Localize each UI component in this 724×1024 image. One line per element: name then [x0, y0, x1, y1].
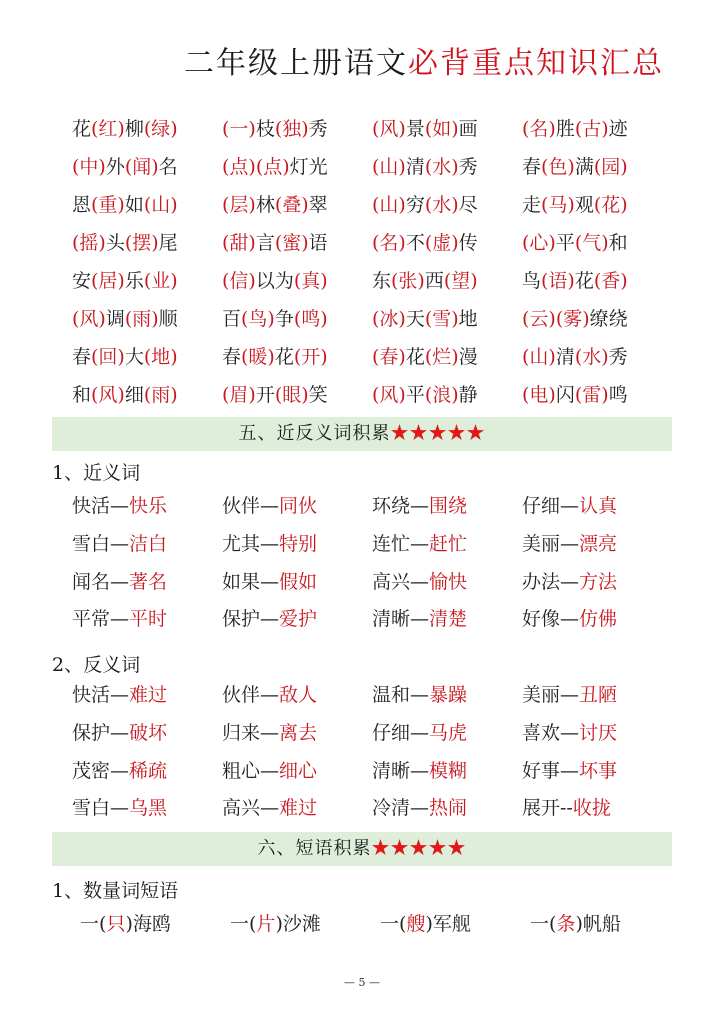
- title-plain: 二年级上册语文: [184, 46, 408, 81]
- idiom-blank-answer: (一): [222, 118, 256, 140]
- idiom-text: 秀: [608, 346, 628, 368]
- phrase-text: 一(: [80, 913, 107, 935]
- phrase-item: [230, 905, 380, 943]
- answer-word: 坏事: [579, 759, 618, 782]
- idiom-text: 满: [574, 156, 594, 178]
- antonym-pair: [522, 790, 672, 828]
- phrase-text: 一(: [530, 913, 557, 935]
- idiom-item: [522, 262, 672, 300]
- idiom-blank-answer: (中): [72, 156, 106, 178]
- answer-word: 特别: [279, 532, 318, 555]
- idiom-blank-answer: (云)(雾): [522, 308, 590, 330]
- idiom-blank-answer: (张): [391, 270, 425, 292]
- antonym-pair: [72, 715, 222, 753]
- antonym-pair: [72, 753, 222, 791]
- idiom-item: [522, 110, 672, 148]
- answer-word: 暴躁: [429, 684, 468, 706]
- idiom-text: 闪: [555, 384, 575, 406]
- idiom-item: [222, 224, 372, 262]
- word: 清晰—: [372, 608, 430, 631]
- idiom-item: [222, 148, 372, 186]
- idiom-text: 语: [308, 232, 328, 254]
- synonym-pair: [222, 526, 372, 564]
- idiom-text: 不: [405, 232, 425, 254]
- answer-word: 围绕: [429, 495, 468, 517]
- idiom-blank-answer: (望): [443, 270, 478, 292]
- idiom-blank-answer: (花): [593, 194, 628, 216]
- idiom-text: 名: [158, 156, 178, 178]
- antonym-pair: [72, 790, 222, 828]
- idiom-item: [522, 148, 672, 186]
- idiom-text: 西: [424, 270, 444, 292]
- answer-word: 同伙: [279, 495, 318, 517]
- idiom-item: [522, 186, 672, 224]
- idiom-text: 尽: [458, 194, 478, 216]
- answer-word: 平时: [129, 608, 168, 631]
- measure-word: 艘: [406, 913, 426, 935]
- title-accent: 必背重点知识汇总: [408, 46, 664, 81]
- idiom-blank-answer: (马): [541, 194, 575, 216]
- word: 粗心—: [222, 759, 280, 782]
- idiom-blank-answer: (气): [574, 232, 609, 254]
- synonym-heading: 1、近义词: [52, 462, 141, 484]
- idiom-blank-answer: (名): [372, 232, 406, 254]
- word: 闻名—: [72, 570, 130, 593]
- idiom-blank-answer: (绿): [143, 118, 178, 140]
- idiom-blank-answer: (闻): [124, 156, 159, 178]
- idiom-item: [372, 186, 522, 224]
- idiom-text: 春: [522, 156, 542, 178]
- idiom-text: 翠: [308, 194, 328, 216]
- idiom-text: 花: [72, 118, 92, 140]
- idiom-blank-answer: (甜): [222, 232, 256, 254]
- idiom-text: 观: [574, 194, 594, 216]
- idiom-blank-answer: (暖): [241, 346, 275, 368]
- answer-word: 清楚: [429, 608, 468, 631]
- word: 好像—: [522, 608, 580, 631]
- antonym-pair: [372, 790, 522, 828]
- idiom-text: 以为: [255, 270, 294, 292]
- phrase-text: 一(: [230, 913, 257, 935]
- idiom-item: [222, 110, 372, 148]
- idiom-text: 鸟: [522, 270, 542, 292]
- idiom-blank-answer: (山): [522, 346, 556, 368]
- idiom-item: [372, 224, 522, 262]
- word: 伙伴—: [222, 495, 280, 517]
- antonym-pair: [522, 677, 672, 715]
- word: 清晰—: [372, 759, 430, 782]
- answer-word: 离去: [279, 721, 318, 744]
- idiom-blank-answer: (名): [522, 118, 556, 140]
- idiom-item: [222, 186, 372, 224]
- word: 冷清—: [372, 797, 430, 820]
- idiom-blank-answer: (山): [372, 156, 406, 178]
- idiom-blank-answer: (红): [91, 118, 125, 140]
- section-banner-antonym-synonym: [52, 417, 672, 451]
- idiom-text: 胜: [555, 118, 575, 140]
- word: 高兴—: [222, 797, 280, 820]
- synonym-pair: [372, 564, 522, 602]
- idiom-blank-answer: (地): [143, 346, 178, 368]
- phrase-item: [530, 905, 680, 943]
- answer-word: 假如: [279, 570, 318, 593]
- idiom-blank-answer: (开): [293, 346, 328, 368]
- idiom-text: 林: [255, 194, 275, 216]
- idiom-text: 外: [105, 156, 125, 178]
- idiom-blank-answer: (色): [541, 156, 575, 178]
- answer-word: 细心: [279, 759, 318, 782]
- answer-word: 难过: [279, 797, 318, 820]
- answer-word: 方法: [579, 570, 618, 593]
- phrase-text: )帆船: [575, 913, 621, 935]
- word: 快活—: [72, 684, 130, 706]
- phrase-item: [380, 905, 530, 943]
- answer-word: 破坏: [129, 721, 168, 744]
- idiom-blank-answer: (鸣): [293, 308, 328, 330]
- measure-word: 只: [106, 913, 126, 935]
- idiom-blank-answer: (古): [574, 118, 609, 140]
- idiom-blank-answer: (眉): [222, 384, 256, 406]
- idiom-blank-answer: (心): [522, 232, 556, 254]
- answer-word: 愉快: [429, 570, 468, 593]
- antonym-pair: [372, 753, 522, 791]
- word: 喜欢—: [522, 721, 580, 744]
- star-rating: ★★★★★: [390, 423, 486, 444]
- idiom-blank-answer: (浪): [424, 384, 459, 406]
- idiom-blank-answer: (重): [91, 194, 125, 216]
- idiom-item: [72, 224, 222, 262]
- idiom-text: 平: [555, 232, 575, 254]
- idiom-text: 花: [405, 346, 425, 368]
- synonym-grid: [72, 488, 672, 639]
- idiom-text: 秀: [308, 118, 328, 140]
- idiom-blank-answer: (风): [72, 308, 106, 330]
- idiom-blank-answer: (风): [372, 384, 406, 406]
- idiom-item: [72, 376, 222, 414]
- phrase-text: 一(: [380, 913, 407, 935]
- antonym-grid: [72, 677, 672, 828]
- idiom-blank-answer: (真): [293, 270, 328, 292]
- word: 雪白—: [72, 532, 130, 555]
- phrase-text: )沙滩: [275, 913, 321, 935]
- idiom-item: [522, 300, 672, 338]
- idiom-item: [522, 224, 672, 262]
- antonym-pair: [522, 715, 672, 753]
- idiom-text: 天: [405, 308, 425, 330]
- word: 伙伴—: [222, 684, 280, 706]
- idiom-text: 恩: [72, 194, 92, 216]
- word: 美丽—: [522, 684, 580, 706]
- idiom-text: 乐: [124, 270, 144, 292]
- word: 温和—: [372, 684, 430, 706]
- idiom-text: 迹: [608, 118, 628, 140]
- idiom-item: [72, 300, 222, 338]
- word: 保护—: [72, 721, 130, 744]
- idiom-item: [372, 376, 522, 414]
- answer-word: 洁白: [129, 532, 168, 555]
- answer-word: 赶忙: [429, 532, 468, 555]
- idiom-text: 大: [124, 346, 144, 368]
- idiom-blank-answer: (冰): [372, 308, 406, 330]
- measure-word: 片: [256, 913, 276, 935]
- answer-word: 讨厌: [579, 721, 618, 744]
- idiom-text: 清: [405, 156, 425, 178]
- word: 环绕—: [372, 495, 430, 517]
- synonym-pair: [522, 488, 672, 526]
- idiom-text: 漫: [458, 346, 478, 368]
- idiom-text: 缭绕: [589, 308, 628, 330]
- synonym-pair: [72, 564, 222, 602]
- idiom-text: 鸣: [608, 384, 628, 406]
- answer-word: 认真: [579, 495, 618, 517]
- idiom-blank-answer: (春): [372, 346, 406, 368]
- idiom-blank-answer: (业): [143, 270, 178, 292]
- section-title: 五、近反义词积累: [238, 423, 391, 444]
- word: 好事—: [522, 759, 580, 782]
- word: 尤其—: [222, 532, 280, 555]
- antonym-pair: [372, 715, 522, 753]
- idiom-blank-answer: (山): [143, 194, 178, 216]
- word: 高兴—: [372, 570, 430, 593]
- answer-word: 敌人: [279, 684, 318, 706]
- word: 归来—: [222, 721, 280, 744]
- idiom-blank-answer: (风): [91, 384, 125, 406]
- idiom-blank-answer: (风): [372, 118, 406, 140]
- synonym-pair: [372, 601, 522, 639]
- antonym-pair: [222, 753, 372, 791]
- phrase-grid: [80, 905, 680, 943]
- idiom-item: [372, 300, 522, 338]
- section-title: 六、短语积累: [257, 838, 372, 859]
- answer-word: 快乐: [129, 495, 168, 517]
- idiom-text: 景: [405, 118, 425, 140]
- idiom-blank-answer: (虚): [424, 232, 459, 254]
- idiom-grid: [72, 110, 672, 414]
- idiom-blank-answer: (点)(点): [222, 156, 290, 178]
- idiom-blank-answer: (水): [424, 156, 459, 178]
- idiom-blank-answer: (雨): [143, 384, 178, 406]
- word: 办法—: [522, 570, 580, 593]
- word: 仔细—: [372, 721, 430, 744]
- synonym-pair: [522, 526, 672, 564]
- word: 如果—: [222, 570, 280, 593]
- synonym-pair: [372, 526, 522, 564]
- phrase-item: [80, 905, 230, 943]
- synonym-pair: [222, 564, 372, 602]
- antonym-pair: [72, 677, 222, 715]
- idiom-text: 花: [274, 346, 294, 368]
- word: 连忙—: [372, 532, 430, 555]
- idiom-item: [372, 338, 522, 376]
- idiom-item: [372, 148, 522, 186]
- answer-word: 漂亮: [579, 532, 618, 555]
- idiom-text: 春: [72, 346, 92, 368]
- word: 仔细—: [522, 495, 580, 517]
- idiom-blank-answer: (摆): [124, 232, 159, 254]
- synonym-pair: [72, 601, 222, 639]
- idiom-text: 画: [458, 118, 478, 140]
- phrase-heading: 1、数量词短语: [52, 880, 179, 902]
- idiom-blank-answer: (蜜): [274, 232, 309, 254]
- synonym-pair: [72, 526, 222, 564]
- idiom-blank-answer: (园): [593, 156, 628, 178]
- idiom-text: 细: [124, 384, 144, 406]
- idiom-text: 花: [574, 270, 594, 292]
- idiom-blank-answer: (电): [522, 384, 556, 406]
- idiom-item: [222, 262, 372, 300]
- idiom-blank-answer: (居): [91, 270, 125, 292]
- idiom-text: 百: [222, 308, 242, 330]
- idiom-text: 尾: [158, 232, 178, 254]
- antonym-pair: [522, 753, 672, 791]
- idiom-text: 走: [522, 194, 542, 216]
- word: 茂密—: [72, 759, 130, 782]
- answer-word: 丑陋: [579, 684, 618, 706]
- idiom-blank-answer: (摇): [72, 232, 106, 254]
- idiom-text: 笑: [308, 384, 328, 406]
- answer-word: 爱护: [279, 608, 318, 631]
- idiom-item: [222, 376, 372, 414]
- idiom-blank-answer: (层): [222, 194, 256, 216]
- idiom-item: [372, 262, 522, 300]
- answer-word: 稀疏: [129, 759, 168, 782]
- idiom-blank-answer: (叠): [274, 194, 309, 216]
- idiom-blank-answer: (山): [372, 194, 406, 216]
- idiom-text: 地: [458, 308, 478, 330]
- idiom-text: 和: [72, 384, 92, 406]
- page-title: [184, 38, 664, 82]
- idiom-text: 言: [255, 232, 275, 254]
- answer-word: 难过: [129, 684, 168, 706]
- idiom-item: [72, 110, 222, 148]
- idiom-item: [72, 262, 222, 300]
- idiom-item: [72, 148, 222, 186]
- antonym-pair: [222, 715, 372, 753]
- idiom-item: [72, 186, 222, 224]
- idiom-blank-answer: (语): [541, 270, 575, 292]
- idiom-text: 开: [255, 384, 275, 406]
- idiom-text: 传: [458, 232, 478, 254]
- idiom-item: [372, 110, 522, 148]
- idiom-text: 灯光: [289, 156, 328, 178]
- idiom-blank-answer: (信): [222, 270, 256, 292]
- idiom-blank-answer: (回): [91, 346, 125, 368]
- idiom-blank-answer: (雨): [124, 308, 159, 330]
- idiom-text: 如: [124, 194, 144, 216]
- idiom-blank-answer: (烂): [424, 346, 459, 368]
- idiom-blank-answer: (香): [593, 270, 628, 292]
- idiom-blank-answer: (如): [424, 118, 459, 140]
- synonym-pair: [72, 488, 222, 526]
- idiom-text: 争: [274, 308, 294, 330]
- idiom-text: 春: [222, 346, 242, 368]
- antonym-pair: [372, 677, 522, 715]
- word: 雪白—: [72, 797, 130, 820]
- idiom-item: [522, 338, 672, 376]
- synonym-pair: [222, 488, 372, 526]
- synonym-pair: [522, 564, 672, 602]
- idiom-blank-answer: (雷): [574, 384, 609, 406]
- idiom-blank-answer: (眼): [274, 384, 309, 406]
- idiom-text: 穷: [405, 194, 425, 216]
- idiom-text: 安: [72, 270, 92, 292]
- idiom-blank-answer: (水): [574, 346, 609, 368]
- answer-word: 收拢: [572, 797, 611, 820]
- antonym-pair: [222, 677, 372, 715]
- answer-word: 热闹: [429, 797, 468, 820]
- phrase-text: )军舰: [425, 913, 471, 935]
- answer-word: 模糊: [429, 759, 468, 782]
- idiom-blank-answer: (鸟): [241, 308, 275, 330]
- idiom-blank-answer: (独): [274, 118, 309, 140]
- idiom-text: 和: [608, 232, 628, 254]
- phrase-text: )海鸥: [125, 913, 171, 935]
- idiom-text: 枝: [255, 118, 275, 140]
- synonym-pair: [372, 488, 522, 526]
- star-rating: ★★★★★: [371, 838, 467, 859]
- idiom-text: 秀: [458, 156, 478, 178]
- idiom-text: 柳: [124, 118, 144, 140]
- answer-word: 马虎: [429, 721, 468, 744]
- idiom-item: [222, 300, 372, 338]
- answer-word: 仿佛: [579, 608, 618, 631]
- idiom-text: 静: [458, 384, 478, 406]
- word: 展开--: [522, 797, 573, 820]
- idiom-text: 东: [372, 270, 392, 292]
- idiom-blank-answer: (水): [424, 194, 459, 216]
- idiom-item: [522, 376, 672, 414]
- idiom-text: 清: [555, 346, 575, 368]
- idiom-blank-answer: (雪): [424, 308, 459, 330]
- measure-word: 条: [556, 913, 576, 935]
- answer-word: 著名: [129, 570, 168, 593]
- word: 美丽—: [522, 532, 580, 555]
- antonym-pair: [222, 790, 372, 828]
- answer-word: 乌黑: [129, 797, 168, 820]
- idiom-item: [72, 338, 222, 376]
- idiom-text: 头: [105, 232, 125, 254]
- page-number: — 5 —: [344, 976, 380, 989]
- idiom-text: 平: [405, 384, 425, 406]
- antonym-heading: 2、反义词: [52, 654, 141, 676]
- idiom-text: 调: [105, 308, 125, 330]
- synonym-pair: [222, 601, 372, 639]
- word: 快活—: [72, 495, 130, 517]
- section-banner-phrases: [52, 832, 672, 866]
- word: 保护—: [222, 608, 280, 631]
- synonym-pair: [522, 601, 672, 639]
- word: 平常—: [72, 608, 130, 631]
- idiom-text: 顺: [158, 308, 178, 330]
- idiom-item: [222, 338, 372, 376]
